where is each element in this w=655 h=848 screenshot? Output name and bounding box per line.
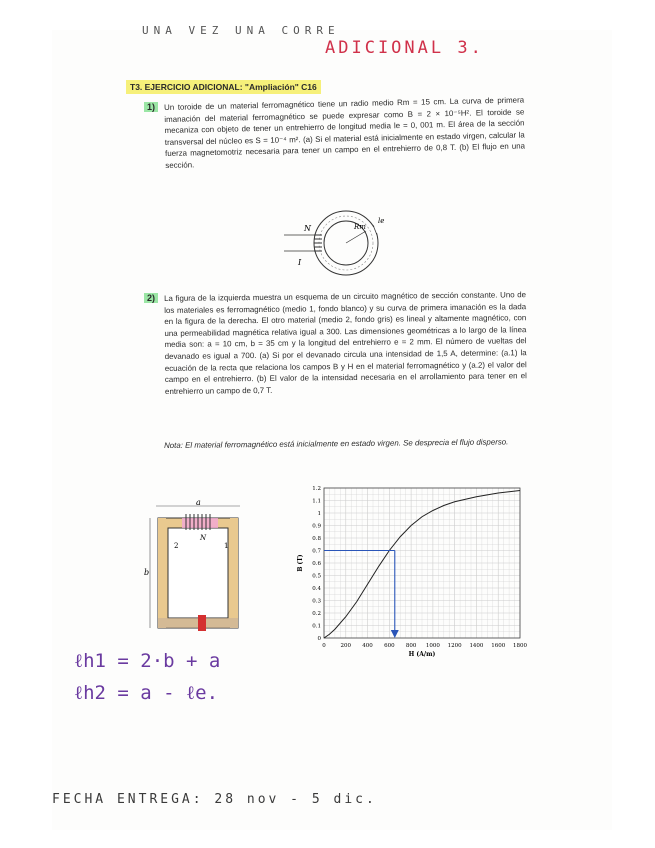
medium1-label: 1 — [224, 542, 229, 550]
x-tick-label: 1800 — [513, 643, 527, 649]
y-tick-label: 0.7 — [312, 548, 321, 555]
y-tick-label: 1.2 — [312, 486, 321, 492]
y-tick-label: 0.9 — [312, 523, 321, 530]
x-tick-label: 800 — [405, 643, 417, 649]
dimension-b: b — [144, 568, 150, 577]
turns-label: N — [304, 224, 311, 233]
y-tick-label: 0.4 — [312, 586, 321, 592]
exercise-heading: T3. EJERCICIO ADICIONAL: "Ampliación" C16 — [126, 80, 321, 94]
handwritten-eq1: ℓh1 = 2·b + a — [74, 650, 221, 672]
y-tick-label: 0.3 — [312, 598, 321, 605]
problem1-text: Un toroide de un material ferromagnético tiene un radio medio Rm = 15 cm. La curva de primera imanación del material ferromagnético se puede expresar como B = 2 × 10⁻⁵H². El toroide se mecaniza con objeto de tener un entrehierro de longitud media le = 0, 001 m. El área de la sección transversal del núcleo es S = 10⁻⁴ m². (a) Si el material está inicialmente en estado virgen, calcular la fuerza magnetomotriz necesaria para tener un campo en el entrehierro de 0,8 T. (b) El flujo en una sección. — [164, 95, 526, 170]
x-tick-label: 1400 — [469, 643, 484, 649]
problem1-number: 1) — [144, 102, 158, 112]
medium2-label: 2 — [174, 542, 179, 550]
annotation-arrowhead — [391, 630, 399, 638]
delivery-date: FECHA ENTREGA: 28 nov - 5 dic. — [52, 792, 377, 807]
problem2-number: 2) — [144, 293, 158, 303]
x-tick-label: 400 — [362, 643, 373, 649]
gap-label: le — [378, 217, 385, 225]
document-page — [52, 24, 612, 830]
x-tick-label: 600 — [384, 643, 395, 649]
y-tick-label: 0.5 — [312, 573, 321, 580]
y-tick-label: 0.1 — [312, 623, 321, 630]
current-label: I — [298, 258, 302, 267]
y-tick-label: 0.8 — [312, 536, 321, 542]
dimension-a: a — [196, 500, 201, 507]
problem2-text: La figura de la izquierda muestra un esquema de un circuito magnético de sección constante. Uno de los materiales es ferromagnético (medio 1, fondo blanco) y su curva de primera imanación es la dada en la figura de la derecha. El otro material (medio 2, fondo gris) es lineal y altamente magnético, con una permeabilidad magnética relativa igual a 300. Las dimensiones geométricas a lo largo de la línea media son: a = 10 cm, b = 35 cm y la longitud del entrehierro e = 2 mm. El número de vueltas del devanado es igual a 700. (a) Si por el devanado circula una intensidad de 1,5 A, determine: (a.1) la ecuación de la recta que relaciona los campos B y H en el material ferromagnético y (a.2) el valor del campo en el entrehierro. (b) El valor de la intensidad necesaria en el arrollamiento para tener en el entrehierro un campo de 0,7 T. — [164, 290, 527, 396]
x-tick-label: 1600 — [491, 643, 506, 649]
x-tick-label: 1000 — [425, 643, 440, 649]
y-tick-label: 0 — [317, 636, 321, 642]
x-axis-label: H (A/m) — [408, 651, 436, 658]
coil-label: N — [200, 534, 207, 542]
x-tick-label: 200 — [340, 643, 352, 649]
bh-curve-chart — [292, 478, 532, 668]
cropped-handwriting: UNA VEZ UNA CORRE — [142, 24, 340, 37]
magnetic-circuit-figure — [144, 500, 254, 635]
x-tick-label: 1200 — [447, 643, 462, 649]
y-tick-label: 0.2 — [312, 611, 321, 617]
radius-label: Rm — [354, 223, 366, 231]
x-tick-label: 0 — [322, 643, 326, 649]
problem2-note: Nota: El material ferromagnético está inicialmente en estado virgen. Se desprecia el flujo disperso. — [164, 437, 509, 450]
handwritten-title: ADICIONAL 3. — [325, 38, 484, 58]
toroid-figure — [274, 205, 389, 285]
y-tick-label: 0.6 — [312, 561, 321, 567]
y-axis-label: B (T) — [297, 554, 304, 572]
handwritten-eq2: ℓh2 = a - ℓe. — [74, 682, 219, 704]
y-tick-label: 1.1 — [312, 498, 321, 505]
y-tick-label: 1 — [317, 511, 321, 517]
